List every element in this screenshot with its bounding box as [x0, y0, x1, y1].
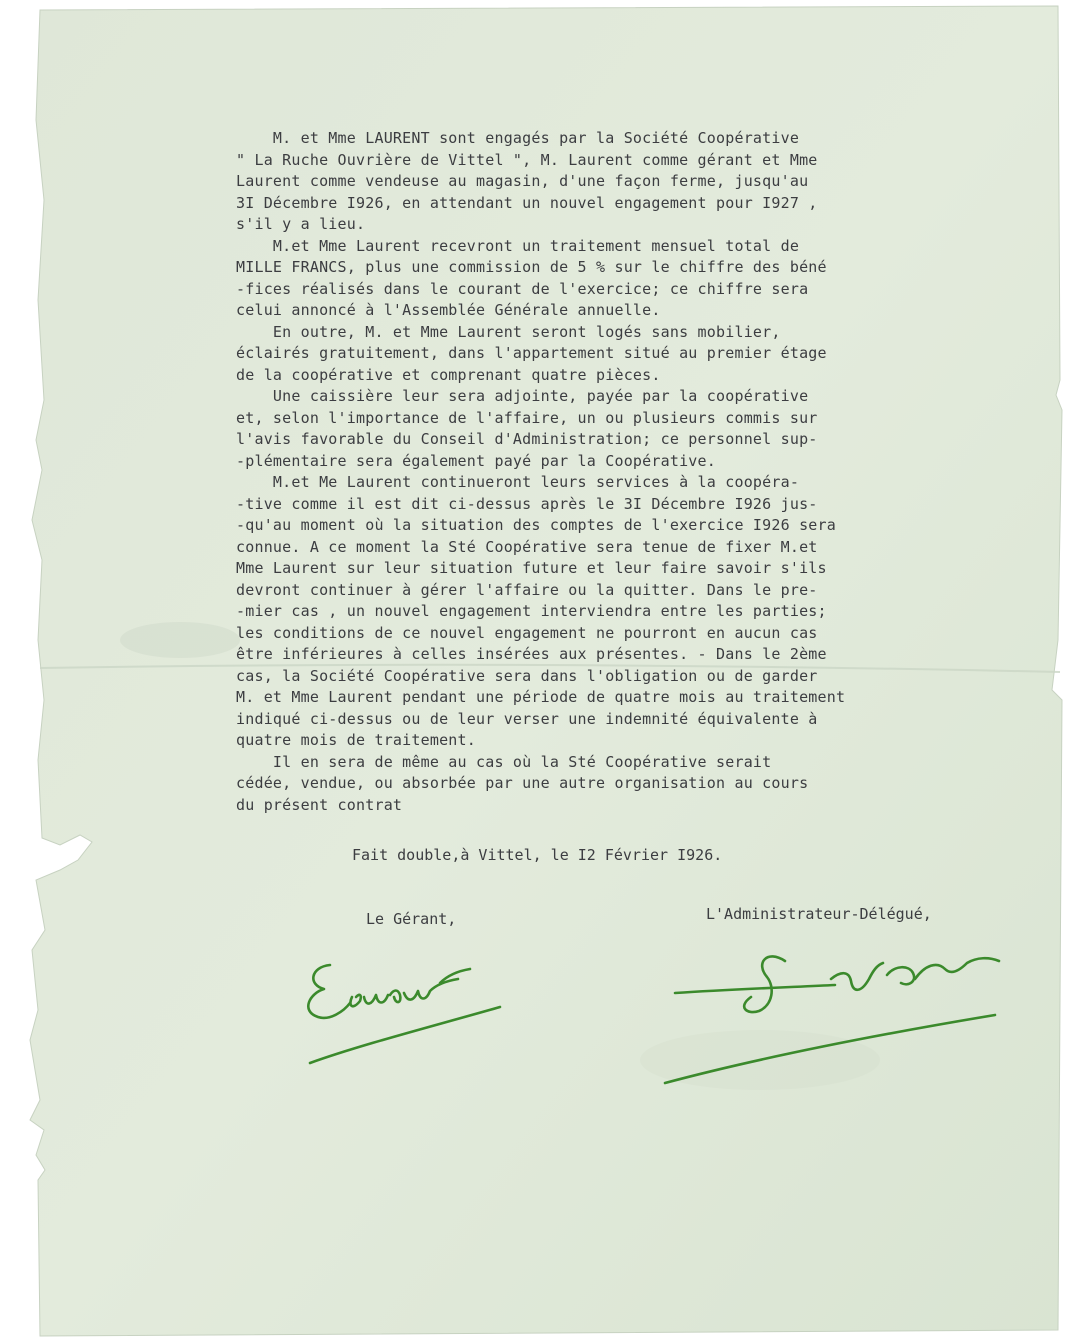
letter-line: Mme Laurent sur leur situation future et leur faire savoir s'ils [236, 559, 827, 577]
letter-line: -qu'au moment où la situation des comptes de l'exercice I926 sera [236, 516, 836, 534]
letter-line: " La Ruche Ouvrière de Vittel ", M. Laurent comme gérant et Mme [236, 150, 818, 169]
letter-line: Une caissière leur sera adjointe, payée par la coopérative [236, 387, 809, 405]
letter-line: Laurent comme vendeuse au magasin, d'une façon ferme, jusqu'au [236, 172, 809, 190]
letter-line: être inférieures à celles insérées aux présentes. - Dans le 2ème [236, 645, 827, 663]
letter-line: M.et Mme Laurent recevront un traitement mensuel total de [236, 236, 800, 255]
letter-line: éclairés gratuitement, dans l'appartement situé au premier étage [236, 344, 827, 362]
letter-line: celui annoncé à l'Assemblée Générale annuelle. [236, 301, 661, 319]
right-signature [655, 935, 1035, 1090]
letter-line: 3I Décembre I926, en attendant un nouvel engagement pour I927 , [236, 193, 818, 212]
letter-line: -fices réalisés dans le courant de l'exercice; ce chiffre sera [236, 279, 809, 298]
right-signatory-label: L'Administrateur-Délégué, [706, 905, 932, 923]
letter-line: cédée, vendue, ou absorbée par une autre organisation au cours [236, 774, 809, 792]
letter-line: s'il y a lieu. [236, 215, 366, 233]
letter-body [236, 128, 1048, 816]
letter-line: M. et Mme Laurent pendant une période de quatre mois au traitement [236, 688, 846, 706]
letter-line: connue. A ce moment la Sté Coopérative sera tenue de fixer M.et [236, 537, 818, 556]
letter-line: et, selon l'importance de l'affaire, un ou plusieurs commis sur [236, 408, 818, 427]
letter-line: cas, la Société Coopérative sera dans l'obligation ou de garder [236, 666, 818, 685]
letter-line: les conditions de ce nouvel engagement ne pourront en aucun cas [236, 623, 818, 642]
letter-line: Il en sera de même au cas où la Sté Coopérative serait [236, 752, 772, 771]
letter-line: M.et Me Laurent continueront leurs services à la coopéra- [236, 473, 800, 491]
letter-line: l'avis favorable du Conseil d'Administration; ce personnel sup- [236, 430, 818, 448]
letter-line: devront continuer à gérer l'affaire ou la quitter. Dans le pre- [236, 580, 818, 599]
left-signatory-label: Le Gérant, [366, 910, 457, 928]
letter-line: MILLE FRANCS, plus une commission de 5 % sur le chiffre des béné [236, 258, 827, 276]
letter-line: de la coopérative et comprenant quatre pièces. [236, 365, 661, 384]
letter-line: indiqué ci-dessus ou de leur verser une indemnité équivalente à [236, 709, 818, 728]
left-signature [290, 945, 530, 1075]
letter-line: -plémentaire sera également payé par la Coopérative. [236, 451, 716, 470]
letter-line: M. et Mme LAURENT sont engagés par la Société Coopérative [236, 129, 800, 147]
letter-line: du présent contrat [236, 795, 403, 814]
closing-line: Fait double,à Vittel, le I2 Février I926. [352, 846, 723, 864]
letter-line: En outre, M. et Mme Laurent seront logés sans mobilier, [236, 322, 781, 341]
letter-line: -tive comme il est dit ci-dessus après le 3I Décembre I926 jus- [236, 494, 818, 513]
letter-line: quatre mois de traitement. [236, 731, 476, 749]
letter-line: -mier cas , un nouvel engagement interviendra entre les parties; [236, 602, 827, 620]
